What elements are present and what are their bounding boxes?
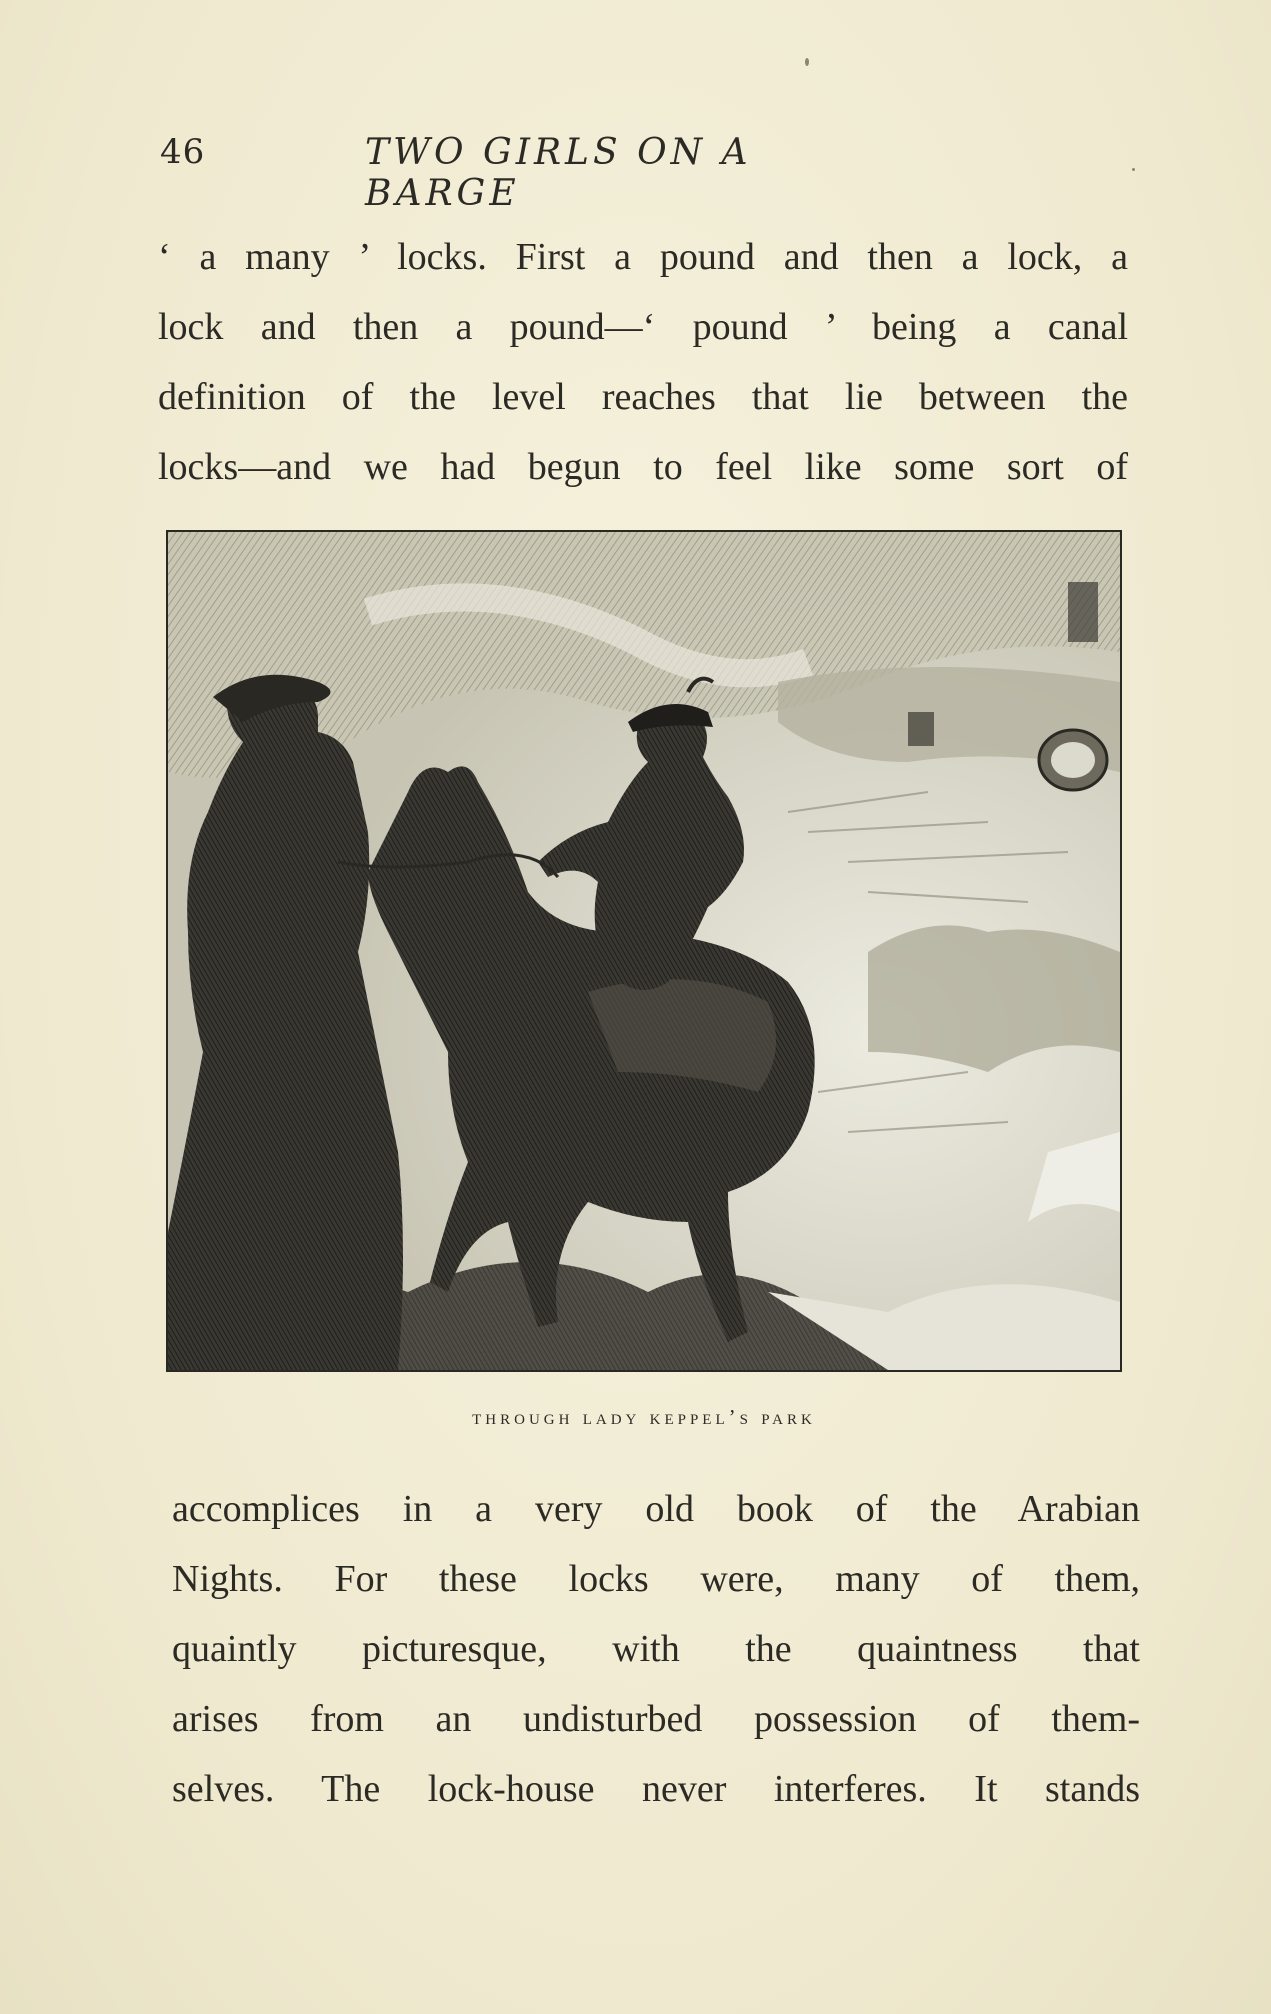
- text-line: locks—and we had begun to feel like some sort of: [158, 446, 1128, 488]
- text-line: arises from an undisturbed possession of them-: [172, 1698, 1140, 1740]
- text-line: quaintly picturesque, with the quaintness that: [172, 1628, 1140, 1670]
- text-line: ‘ a many ’ locks. First a pound and then a lock, a: [158, 236, 1128, 278]
- illustration-caption: through lady keppel’s park: [472, 1405, 816, 1429]
- text-line: definition of the level reaches that lie between the: [158, 376, 1128, 418]
- paper-speck: [805, 58, 809, 66]
- running-title: TWO GIRLS ON A BARGE: [365, 132, 752, 214]
- paragraph-top: [158, 222, 1128, 502]
- text-line: selves. The lock-house never interferes. It stands: [172, 1768, 1140, 1810]
- text-line: Nights. For these locks were, many of them,: [172, 1558, 1140, 1600]
- running-head: [160, 132, 920, 214]
- engraving-image: [168, 532, 1120, 1370]
- paragraph-bottom: [172, 1474, 1140, 1824]
- page-number: 46: [160, 132, 206, 172]
- illustration-plate: [166, 530, 1122, 1372]
- text-line: accomplices in a very old book of the Arabian: [172, 1488, 1140, 1530]
- text-line: lock and then a pound—‘ pound ’ being a canal: [158, 306, 1128, 348]
- paper-speck: [1132, 168, 1135, 171]
